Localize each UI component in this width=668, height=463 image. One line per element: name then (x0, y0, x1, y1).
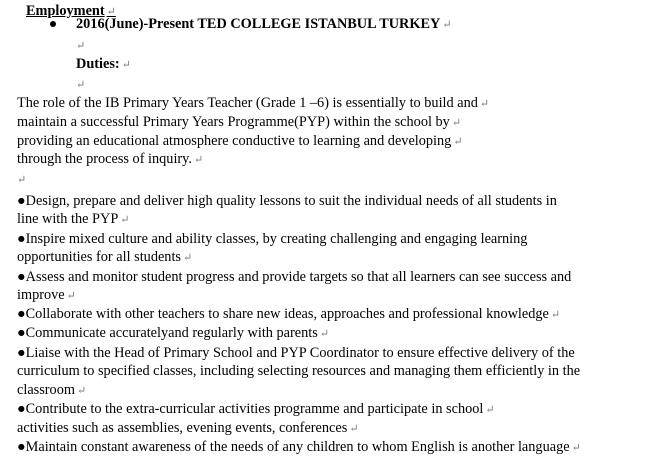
duty-line-text: ●Design, prepare and deliver high quality lessons to suit the individual needs of all students in (17, 193, 557, 209)
duty-line-text: classroom (17, 382, 75, 398)
duty-line (17, 268, 571, 286)
paragraph-mark: ↵ (66, 290, 76, 302)
list-bullet-icon (50, 21, 56, 27)
section-heading-text: Employment (26, 3, 105, 19)
empty-paragraph (76, 36, 85, 55)
duties-label (76, 55, 131, 74)
duty-line (17, 210, 130, 229)
paragraph-mark: ↵ (453, 136, 463, 148)
duty-line-text: ●Collaborate with other teachers to share new ideas, approaches and professional knowledge (17, 306, 549, 322)
duty-line-text: ●Communicate accuratelyand regularly with parents (17, 325, 318, 341)
duty-line (17, 305, 560, 324)
intro-line-text: maintain a successful Primary Years Programme(PYP) within the school by (17, 114, 450, 130)
duty-line (17, 286, 76, 305)
paragraph-mark: ↵ (319, 328, 330, 340)
intro-line (17, 94, 489, 113)
intro-line-text: The role of the IB Primary Years Teacher (Grade 1 –6) is essentially to build and (17, 95, 478, 111)
duty-line (17, 230, 527, 248)
duty-line-text: ●Maintain constant awareness of the needs of any children to whom English is another language (17, 439, 570, 455)
paragraph-mark: ↵ (183, 252, 193, 264)
paragraph-mark: ↵ (121, 59, 131, 71)
paragraph-mark: ↵ (193, 154, 204, 166)
duty-line (17, 381, 86, 400)
intro-line (17, 113, 461, 132)
duty-line (17, 192, 557, 210)
duty-line-text: ●Liaise with the Head of Primary School and PYP Coordinator to ensure effective delivery of the (17, 345, 575, 361)
duty-line-text: curriculum to specified classes, including selecting resources and managing them efficiently in the (17, 363, 581, 379)
duty-line-text: line with the PYP (17, 211, 119, 227)
paragraph-mark: ↵ (451, 117, 462, 129)
duty-line (17, 324, 329, 343)
paragraph-mark: ↵ (485, 404, 495, 416)
paragraph-mark: ↵ (76, 40, 86, 52)
duty-line-text: opportunities for all students (17, 249, 181, 265)
intro-line-text: providing an educational atmosphere conductive to learning and developing (17, 133, 452, 149)
duty-line-text: improve (17, 287, 65, 303)
duty-line-text: ●Contribute to the extra-curricular activities programme and participate in school (17, 401, 484, 417)
duty-line (17, 344, 575, 362)
duty-line (17, 438, 581, 457)
intro-line-text: through the process of inquiry. (17, 151, 192, 167)
duties-label-text: Duties: (76, 56, 120, 72)
paragraph-mark: ↵ (571, 442, 581, 454)
duty-line (17, 419, 359, 438)
paragraph-mark: ↵ (349, 423, 359, 435)
empty-paragraph (17, 170, 26, 189)
paragraph-mark: ↵ (106, 6, 116, 18)
paragraph-mark: ↵ (17, 174, 27, 186)
intro-line (17, 150, 203, 169)
paragraph-mark: ↵ (120, 214, 130, 226)
empty-paragraph (76, 75, 85, 94)
paragraph-mark: ↵ (442, 19, 452, 31)
paragraph-mark: ↵ (479, 98, 490, 110)
paragraph-mark: ↵ (76, 79, 86, 91)
duty-line (17, 248, 192, 267)
duty-line-text: ●Assess and monitor student progress and provide targets so that all learners can see success and (17, 269, 572, 285)
duty-line-text: ●Inspire mixed culture and ability classes, by creating challenging and engaging learning (17, 231, 528, 247)
paragraph-mark: ↵ (76, 385, 87, 397)
intro-line (17, 132, 463, 151)
position-entry-text: 2016(June)-Present TED COLLEGE ISTANBUL TURKEY (76, 16, 441, 32)
paragraph-mark: ↵ (550, 309, 561, 321)
duty-line (17, 400, 495, 419)
duty-line-text: activities such as assemblies, evening events, conferences (17, 420, 348, 436)
position-entry (76, 15, 452, 34)
duty-line (17, 362, 580, 380)
